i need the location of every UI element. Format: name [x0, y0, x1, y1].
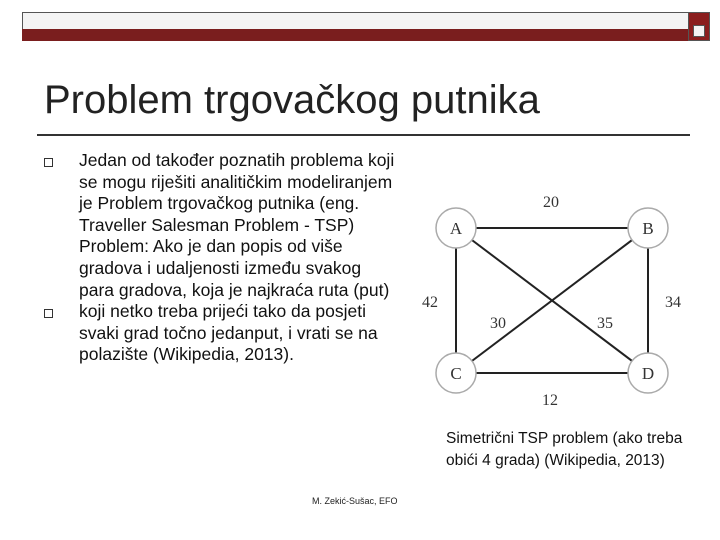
- bullet-text-2: Problem: Ako je dan popis od više gradova i udaljenosti između svakog para gradova, koja je najkraća ruta (put) koji netko treba prijeći tako da posjeti svaki grad točno jedanput, i vrati se na polazište (Wikipedia, 2013).: [79, 236, 390, 365]
- figure-caption: Simetrični TSP problem (ako treba obići 4 grada) (Wikipedia, 2013): [446, 430, 683, 469]
- tsp-graph-diagram: [418, 188, 700, 418]
- bullet-marker-2: [44, 309, 53, 318]
- title-divider: [37, 134, 690, 136]
- header-corner-square: [688, 12, 710, 41]
- node-label-a: A: [449, 219, 463, 238]
- node-label-b: B: [642, 219, 654, 238]
- bullet-marker-1: [44, 158, 53, 167]
- header-corner-inner-square: [693, 25, 705, 37]
- header-accent-stripe: [22, 29, 710, 41]
- edge-label-ad: 35: [597, 315, 613, 332]
- edge-label-bd: 34: [665, 294, 681, 311]
- node-label-c: C: [450, 364, 462, 383]
- node-label-d: D: [641, 364, 655, 383]
- slide-footer: M. Zekić-Sušac, EFO: [312, 496, 398, 506]
- slide-title: Problem trgovačkog putnika: [44, 78, 540, 122]
- edge-label-cd: 12: [542, 392, 558, 409]
- edge-label-ac: 42: [422, 294, 438, 311]
- edge-label-ab: 20: [543, 194, 559, 211]
- bullet-list: [79, 150, 399, 366]
- header-decor-bar: [22, 12, 710, 30]
- edge-label-bc: 30: [490, 315, 506, 332]
- bullet-text-1: Jedan od također poznatih problema koji se mogu riješiti analitičkim modeliranjem je Problem trgovačkog putnika (eng. Traveller Salesman Problem - TSP): [79, 150, 395, 235]
